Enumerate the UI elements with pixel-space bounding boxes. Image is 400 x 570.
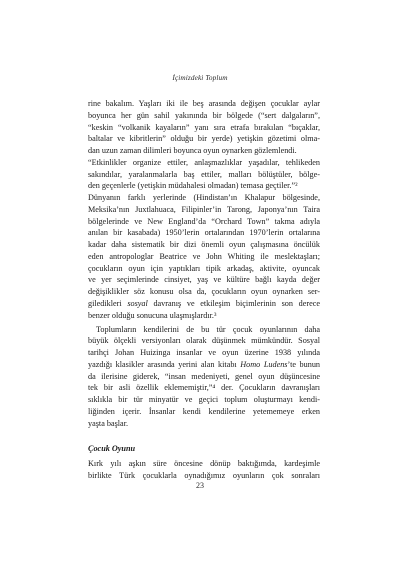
text-line: büyük ölçekli versiyonları olarak düşünmek mümkündür. Sosyal [88, 336, 320, 346]
text-line: dan uzun zaman dilimleri boyunca oyun oynarken gözlemlendi. [88, 146, 297, 156]
text-line: giledikleri sosyal davranış ve etkileşim biçimlerinin son derece [88, 299, 320, 309]
text-line: ve yer seçimlerinde cinsiyet, yaş ve kültüre bağlı kayda değer [88, 275, 320, 285]
text-line: kadar daha sistematik bir dizi önemli oyun çalışmasına öncülük [88, 240, 320, 250]
text-line: baltalar ve kibritlerin” olduğu bir yerde) yetişkin gözetimi olma- [88, 134, 320, 144]
text-line: eden antropologlar Beatrice ve John Whiting ile meslektaşları; [88, 251, 320, 261]
text-line: benzer olduğu sonucuna ulaşmışlardır.³ [88, 310, 217, 320]
body-text [88, 98, 320, 482]
text-line: tek bir asli özellik eklememiştir,”⁴ der. Çocukların davranışları [88, 383, 320, 393]
text-line: den geçenlerle (yetişkin müdahalesi olmadan) temasa geçtiler.”² [88, 181, 298, 191]
text-line: liğinden içerir. İnsanlar kendi kendilerine yetememeye erken [88, 406, 320, 416]
text-line: Dünyanın farklı yerlerinde (Hindistan’ın Khalapur bölgesinde, [88, 193, 320, 203]
text-line: çocukların oyun için yaptıkları tipik arkadaş, aktivite, oyuncak [88, 263, 320, 273]
text-line: yaşta başlar. [88, 418, 129, 428]
text-line: Kırk yılı aşkın süre öncesine dönüp baktığımda, kardeşimle [88, 459, 320, 469]
text-line: Meksika’nın Juxtlahuaca, Filipinler’in Tarong, Japonya’nın Taira [88, 204, 320, 214]
text-line: anılan bir kasabada) 1950’lerin ortalarından 1970’lerin ortalarına [88, 228, 320, 238]
emphasis-text: Homo Ludens [240, 359, 288, 369]
text-line: “keskin “volkanik kayaların” yanı sıra etrafa bırakılan “bıçaklar, [88, 122, 320, 132]
emphasis-text: sosyal [127, 299, 148, 309]
text-line: “Etkinlikler organize ettiler, anlaşmazlıklar yaşadılar, tehlikeden [88, 157, 320, 167]
text-line: birlikte Türk çocuklarla oynadığımız oyunların çok sonraları [88, 470, 320, 480]
running-head: İçimizdeki Toplum [172, 73, 228, 82]
section-heading: Çocuk Oyunu [88, 444, 136, 454]
page-number: 23 [196, 481, 204, 490]
text-line: da ilerisine giderek, “insan medeniyeti, genel oyun düşüncesine [88, 371, 320, 381]
text-line: bölgelerinde ve New England’da “Orchard Town” takma adıyla [88, 216, 320, 226]
text-line: sakındılar, yaralanmalarla baş ettiler, malları bölüştüler, bölge- [88, 169, 320, 179]
text-line: Toplumların kendilerini de bu tür çocuk oyunlarının daha [96, 324, 320, 334]
text-line: tarihçi Johan Huizinga insanlar ve oyun üzerine 1938 yılında [88, 348, 320, 358]
text-line: değişiklikler söz konusu olsa da, çocukların oyun oynarken ser- [88, 287, 320, 297]
text-line: boyunca her gün sahil yakınında bir bölgede (“sert dalgaların”, [88, 110, 320, 120]
text-line: rine bakalım. Yaşları iki ile beş arasında değişen çocuklar aylar [88, 99, 320, 108]
text-line: yazdığı klasikler arasında yerini alan kitabı Homo Ludens’te bunun [88, 359, 320, 369]
text-line: sıklıkla bir tür minyatür ve geçici toplum oluşturmayı kendi- [88, 395, 320, 405]
